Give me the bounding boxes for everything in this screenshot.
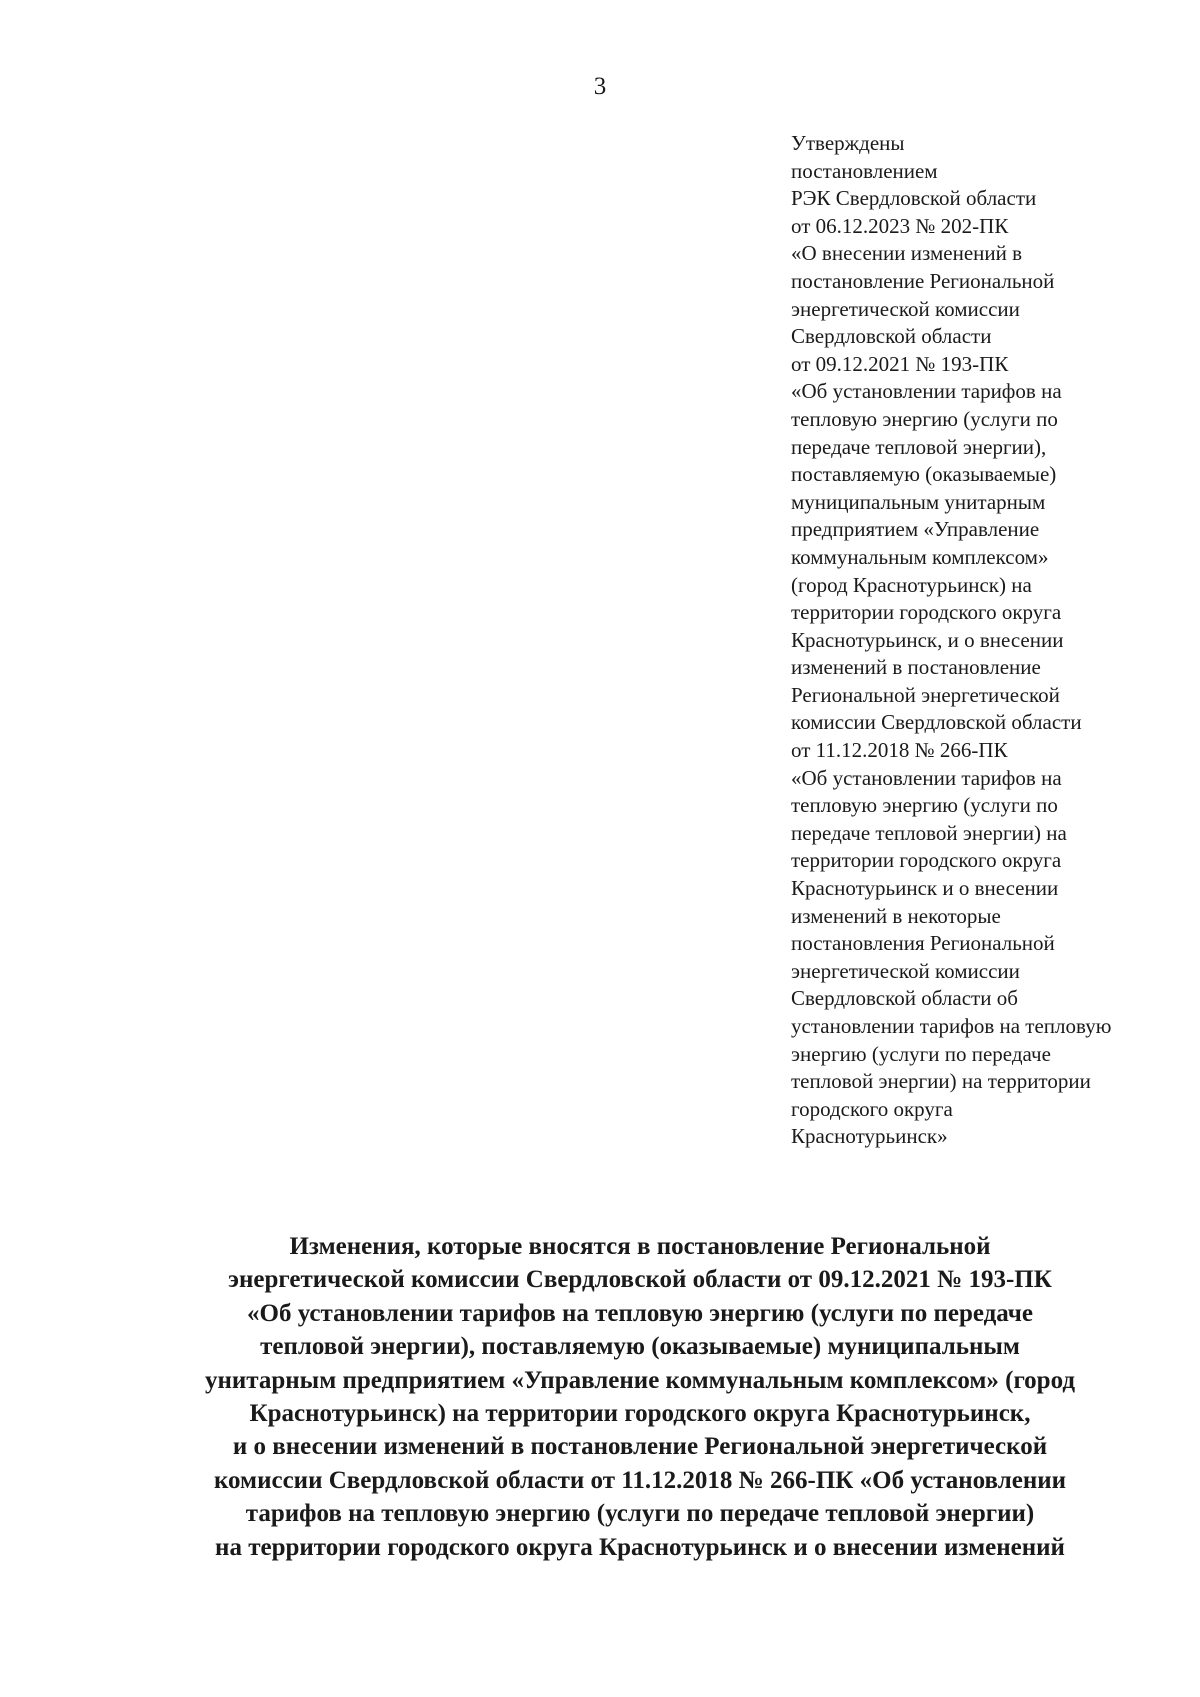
title-line: унитарным предприятием «Управление коммунальным комплексом» (город xyxy=(204,1366,1076,1394)
approval-line: тепловой энергии) на территории xyxy=(791,1069,1091,1094)
approval-line: изменений в некоторые xyxy=(791,903,1001,928)
title-line: тепловой энергии), поставляемую (оказываемые) муниципальным xyxy=(260,1333,1020,1361)
title-line: тарифов на тепловую энергию (услуги по передаче тепловой энергии) xyxy=(245,1500,1035,1528)
approval-line: коммунальным комплексом» xyxy=(791,544,1049,569)
approval-line: постановление Региональной xyxy=(791,268,1055,293)
approval-line: передаче тепловой энергии), xyxy=(791,434,1047,459)
page-number: 3 xyxy=(593,73,607,100)
approval-line: Свердловской области об xyxy=(791,986,1018,1011)
title-line: «Об установлении тарифов на тепловую энергию (услуги по передаче xyxy=(247,1299,1033,1327)
title-line: на территории городского округа Краснотурьинск и о внесении изменений xyxy=(215,1533,1065,1561)
approval-line: «Об установлении тарифов на xyxy=(791,765,1062,790)
approval-line: энергию (услуги по передаче xyxy=(791,1041,1051,1066)
approval-line: передаче тепловой энергии) на xyxy=(791,820,1067,845)
title-line: и о внесении изменений в постановление Региональной энергетической xyxy=(232,1433,1048,1461)
approval-line: Краснотурьинск и о внесении xyxy=(791,876,1059,901)
approval-line: комиссии Свердловской области xyxy=(791,710,1082,735)
approval-line: тепловую энергию (услуги по xyxy=(791,793,1058,818)
title-line: Изменения, которые вносятся в постановление Региональной xyxy=(289,1233,991,1260)
approval-line: установлении тарифов на тепловую xyxy=(791,1014,1112,1038)
approval-line: предприятием «Управление xyxy=(791,517,1040,542)
approval-line: муниципальным унитарным xyxy=(791,489,1046,514)
approval-line: Региональной энергетической xyxy=(791,682,1060,707)
approval-line: энергетической комиссии xyxy=(791,958,1020,983)
document-title xyxy=(140,1230,1140,1564)
approval-line: «Об установлении тарифов на xyxy=(791,379,1062,404)
approval-line: Свердловской области xyxy=(791,324,992,349)
approval-line: от 06.12.2023 № 202-ПК xyxy=(791,213,1009,238)
approval-line: изменений в постановление xyxy=(791,655,1041,680)
title-line: Краснотурьинск) на территории городского округа Краснотурьинск, xyxy=(249,1400,1031,1428)
approval-line: Утверждены xyxy=(791,131,905,155)
approval-stamp xyxy=(791,130,1191,1151)
approval-line: РЭК Свердловской области xyxy=(791,186,1037,211)
approval-line: тепловую энергию (услуги по xyxy=(791,406,1058,431)
approval-line: от 09.12.2021 № 193-ПК xyxy=(791,351,1009,376)
approval-line: от 11.12.2018 № 266-ПК xyxy=(791,738,1008,763)
approval-line: городского округа xyxy=(791,1096,953,1121)
approval-line: территории городского округа xyxy=(791,848,1062,873)
approval-line: постановлением xyxy=(791,158,938,183)
approval-line: Краснотурьинск, и о внесении xyxy=(791,627,1064,652)
approval-line: поставляемую (оказываемые) xyxy=(791,462,1057,487)
approval-line: территории городского округа xyxy=(791,600,1062,625)
approval-line: (город Краснотурьинск) на xyxy=(791,572,1032,597)
approval-line: энергетической комиссии xyxy=(791,296,1020,321)
approval-line: Краснотурьинск» xyxy=(791,1124,948,1149)
title-line: комиссии Свердловской области от 11.12.2018 № 266-ПК «Об установлении xyxy=(213,1466,1067,1494)
approval-line: постановления Региональной xyxy=(791,931,1055,956)
title-line: энергетической комиссии Свердловской области от 09.12.2021 № 193-ПК xyxy=(228,1266,1052,1294)
approval-line: «О внесении изменений в xyxy=(791,241,1023,266)
